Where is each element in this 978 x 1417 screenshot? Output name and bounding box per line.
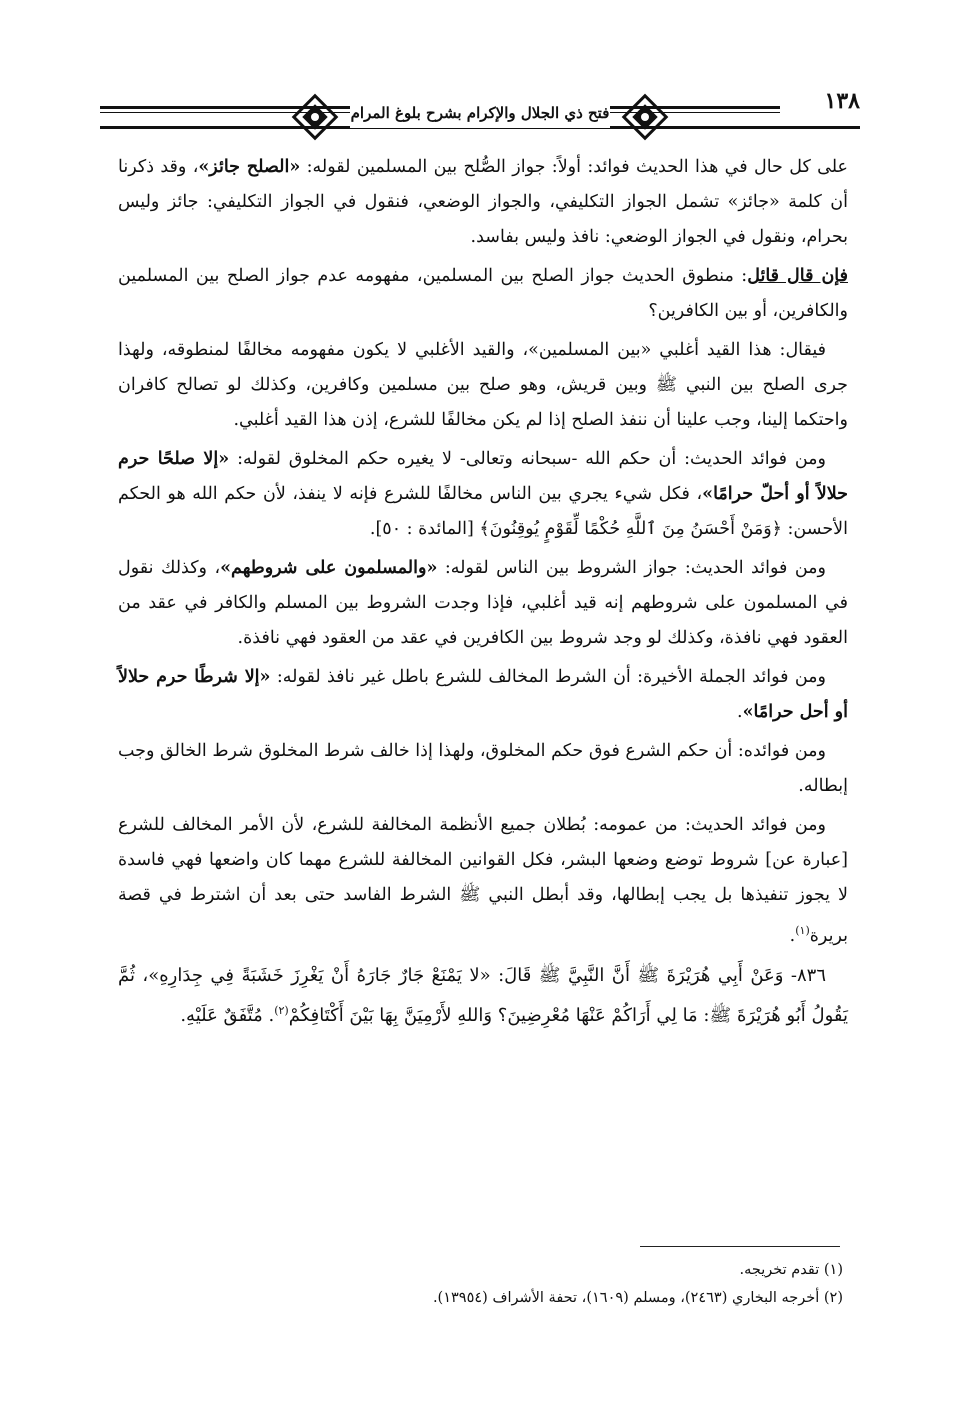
text-run: . [789,925,796,946]
paragraph: ومن فوائده: أن حكم الشرع فوق حكم المخلوق، ولهذا إذا خالف شرط المخلوق شرط الخالق وجب إبطاله. [118,741,848,796]
hadith-text: . مُتَّفَقٌ عَلَيْهِ. [180,1004,275,1026]
hadith-text: ٨٣٦- وَعَنْ أَبِي هُرَيْرَةَ ﷺ أَنَّ النَّبِيَّ ﷺ قَالَ: «لا يَمْنَعْ جَارٌ جَارَهُ أَنْ يَغْرِزَ خَشَبَةً فِي جِدَارِهِ»، ثُمَّ يَقُولُ أَبُو هُرَيْرَةَ ﷺ: مَا لِي أَرَاكُمْ عَنْهَا مُعْرِضِينَ؟ وَاللهِ لأَرْمِيَنَّ بِهَا بَيْنَ أَكْتَافِكُمْ [118,964,848,1026]
footnote: (٢) أخرجه البخاري (٢٤٦٣)، ومسلم (١٦٠٩)، تحفة الأشراف (١٣٩٥٤). [432,1290,843,1306]
text-run: ومن فوائد الحديث: أن حكم الله -سبحانه وتعالى- لا يغيره حكم المخلوق لقوله: [229,449,826,469]
body-text [118,150,848,1037]
paragraph [118,259,848,329]
text-run: : منطوق الحديث جواز الصلح بين المسلمين، مفهومه عدم جواز الصلح بين المسلمين والكافرين، أو بين الكافرين؟ [118,266,848,321]
paragraph [118,808,848,954]
footnotes [123,1256,843,1312]
paragraph [118,442,848,547]
quote-text: «والمسلمون على شروطهم» [220,558,438,578]
text-run: . [737,702,743,722]
quote-text: «إلا شرطًا حرم حلالاً أو أحل حرامًا» [118,667,848,722]
quran-verse: ﴿وَمَنْ أَحْسَنُ مِنَ ٱللَّهِ حُكْمًا لِّقَوْمٍ يُوقِنُونَ﴾ [479,519,782,539]
hadith-paragraph [118,958,848,1033]
text-run: على كل حال في هذا الحديث فوائد: أولاً: جواز الصُّلح بين المسلمين لقوله: [300,157,848,177]
text-run: ، فكل شيء يجري بين الناس مخالفًا للشرع فإنه لا ينفذ، لأن حكم الله هو الحكم الأحسن: [118,484,848,539]
text-run: ومن فوائد الحديث: من عمومه: بُطلان جميع الأنظمة المخالفة للشرع، لأن الأمر المخالف للشرع [عبارة عن] شروط توضع وضعها البشر، فكل القوانين المخالفة للشرع مهما كان واضعها فهي فاسدة لا يجوز تنفيذها بل يجب إبطالها، وقد أبطل النبي ﷺ الشرط الفاسد حتى بعد أن اشترط في قصة بريرة [118,815,848,946]
quote-text: «الصلح جائز» [198,157,301,177]
paragraph [118,551,848,656]
text-run: ومن فوائد الجملة الأخيرة: أن الشرط المخالف للشرع باطل غير نافذ لقوله: [270,667,827,687]
running-title: فتح ذي الجلال والإكرام بشرح بلوغ المرام [350,104,610,122]
text-run: ، وكذلك نقول في المسلمون على شروطهم إنه قيد أغلبي، فإذا وجدت الشروط بين المسلم والكافر في عقد من العقود فهي نافذة، وكذلك لو وجد شروط بين الكافرين في عقد من العقود فهي نافذة. [118,558,848,648]
paragraph [118,660,848,730]
question-lead: فإن قال قائل [747,266,848,286]
footnote-separator [640,1246,840,1247]
quote-text: «إلا صلحًا حرم حلالاً أو أحلّ حرامًا» [118,449,848,504]
page-number: ١٣٨ [824,88,860,114]
page-header [100,84,860,144]
paragraph: فيقال: هذا القيد أغلبي «بين المسلمين»، والقيد الأغلبي لا يكون مفهومه مخالفًا لمنطوقه، ولهذا جرى الصلح بين النبي ﷺ وبين قريش، وهو صلح بين مسلمين وكافرين، وكذلك لو تصالح كافران واحتكما إلينا، وجب علينا أن ننفذ الصلح إذا لم يكن مخالفًا للشرع، إذن هذا القيد أغلبي. [118,340,848,430]
verse-reference: [المائدة : ٥٠]. [369,519,480,539]
text-run: ومن فوائد الحديث: جواز الشروط بين الناس لقوله: [437,558,826,578]
paragraph [118,150,848,255]
text-run: ، وقد ذكرنا أن كلمة «جائز» تشمل الجواز التكليفي، والجواز الوضعي، فنقول في الجواز التكليفي: جائز وليس بحرام، ونقول في الجواز الوضعي: نافذ وليس بفاسد. [118,157,848,247]
footnote-marker: (١) [795,924,810,937]
footnote: (١) تقدم تخريجه. [739,1262,843,1278]
footnote-marker: (٢) [274,1003,289,1017]
